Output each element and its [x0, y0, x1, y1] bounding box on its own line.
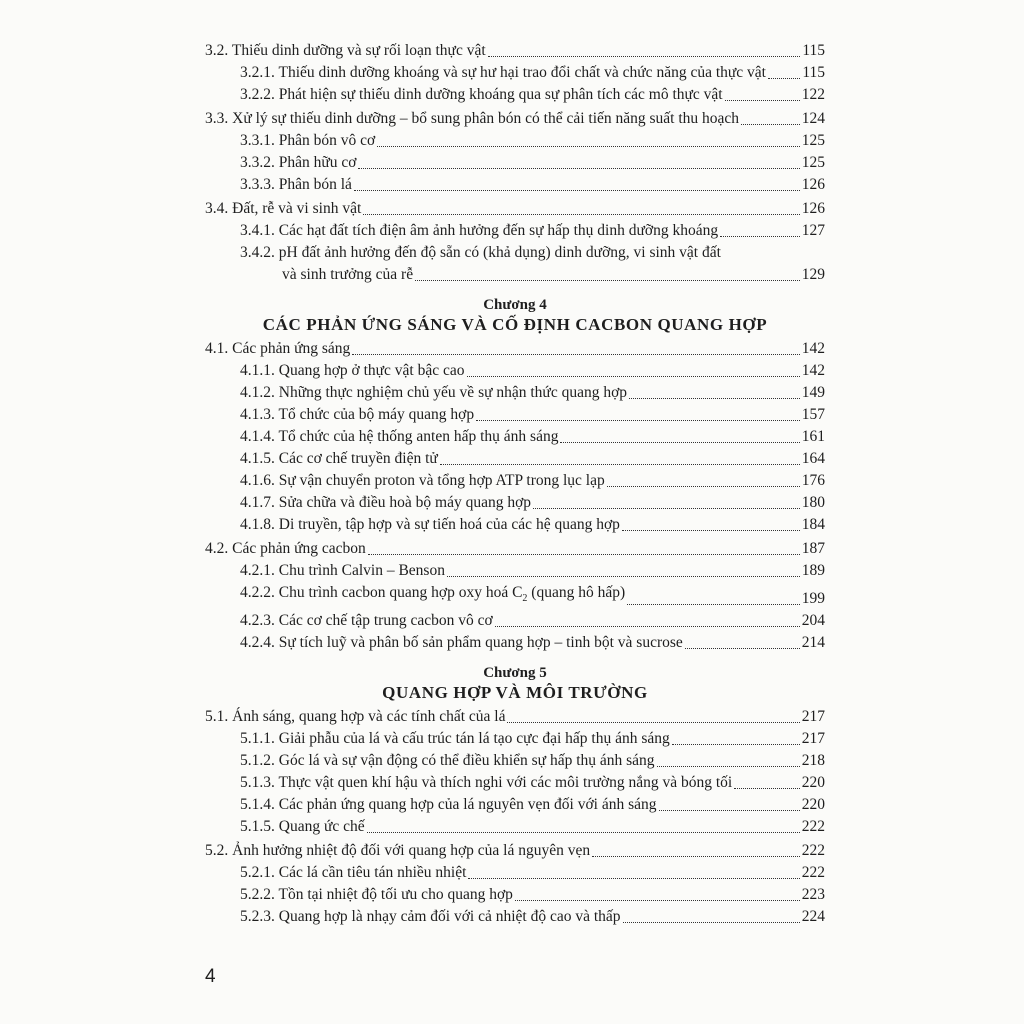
- toc-entry-text: 5.2. Ảnh hưởng nhiệt độ đối với quang hợp của lá nguyên vẹn: [205, 842, 591, 860]
- toc-entry-title: [240, 492, 531, 514]
- dot-leader: [672, 743, 800, 745]
- toc-entry-title: [240, 174, 352, 196]
- toc-entry-page: 126: [801, 200, 825, 217]
- toc-subsection-entry[interactable]: [205, 382, 825, 404]
- chapter-heading: [205, 664, 825, 704]
- toc-subsection-entry[interactable]: [205, 884, 825, 906]
- toc-entry-text: 4.2. Các phản ứng cacbon: [205, 540, 366, 557]
- chapter-number: Chương 4: [483, 297, 547, 313]
- toc-entry-text: 4.1.8. Di truyền, tập hợp và sự tiến hoá của các hệ quang hợp: [240, 516, 620, 533]
- toc-entry-text: 5.1.1. Giải phẫu của lá và cấu trúc tán lá tạo cực đại hấp thụ ánh sáng: [240, 730, 670, 748]
- toc-entry-page: 115: [802, 64, 825, 81]
- chapter-heading: [205, 296, 825, 336]
- toc-entry-title: [240, 816, 365, 838]
- toc-entry-text: 3.2.1. Thiếu dinh dưỡng khoáng và sự hư hại trao đổi chất và chức năng của thực vật: [240, 64, 766, 81]
- toc-entry-page: 217: [801, 708, 825, 726]
- toc-entry[interactable]: [205, 242, 825, 286]
- toc-entry-text: 5.2.1. Các lá cần tiêu tán nhiều nhiệt: [240, 864, 467, 882]
- dot-leader: [768, 77, 800, 79]
- toc-entry-text: 4.1.1. Quang hợp ở thực vật bậc cao: [240, 362, 465, 379]
- toc-entry-page: 157: [801, 406, 825, 423]
- dot-leader: [440, 463, 800, 465]
- toc-entry-page: 122: [801, 86, 825, 103]
- toc-entry-title: 3.4.2. pH đất ảnh hưởng đến độ sẵn có (khả dụng) dinh dưỡng, vi sinh vật đất: [240, 244, 721, 261]
- toc-subsection-entry[interactable]: [205, 62, 825, 84]
- toc-entry-title: [240, 514, 620, 536]
- dot-leader: [627, 603, 800, 605]
- dot-leader: [358, 167, 799, 169]
- toc-entry-page: 217: [801, 730, 825, 748]
- toc-section-entry[interactable]: [205, 198, 825, 220]
- toc-entry-page: 184: [801, 516, 825, 533]
- dot-leader: [495, 625, 800, 627]
- toc-entry-text: 5.1.5. Quang ức chế: [240, 818, 365, 836]
- toc-subsection-entry[interactable]: [205, 772, 825, 794]
- chapter-number: Chương 5: [483, 665, 547, 682]
- toc-entry-page: 220: [801, 796, 825, 814]
- toc-entry-text: 4.2.3. Các cơ chế tập trung cacbon vô cơ: [240, 612, 493, 630]
- toc-entry-page: 199: [801, 590, 825, 608]
- toc-entry-title: [205, 198, 361, 220]
- toc-entry-title: [205, 108, 739, 130]
- toc-entry-text: 5.1. Ánh sáng, quang hợp và các tính chất của lá: [205, 708, 506, 726]
- toc-entry-title: [240, 632, 683, 654]
- toc-entry-page: 142: [801, 340, 825, 357]
- toc-entry-page: 149: [801, 384, 825, 401]
- toc-subsection-entry[interactable]: [205, 906, 825, 928]
- toc-entry-text: 3.4.1. Các hạt đất tích điện âm ảnh hưởng đến sự hấp thụ dinh dưỡng khoáng: [240, 222, 719, 239]
- toc-entry-page: 223: [801, 886, 825, 904]
- toc-subsection-entry[interactable]: [205, 220, 825, 242]
- toc-subsection-entry[interactable]: [205, 560, 825, 582]
- toc-subsection-entry[interactable]: [205, 152, 825, 174]
- toc-entry-title: [240, 448, 438, 470]
- toc-entry-page: 218: [801, 752, 825, 770]
- toc-entry-page: 176: [801, 472, 825, 489]
- dot-leader: [467, 375, 800, 377]
- toc-entry-text: 5.2.3. Quang hợp là nhạy cảm đối với cả nhiệt độ cao và thấp: [240, 908, 621, 926]
- dot-leader: [367, 831, 800, 833]
- toc-entry-title: [240, 84, 723, 106]
- toc-entry-title-continued: và sinh trưởng của rễ: [282, 266, 414, 283]
- dot-leader: [415, 279, 800, 281]
- toc-entry-text: 3.3. Xử lý sự thiếu dinh dưỡng – bổ sung phân bón có thể cải tiến năng suất thu hoạch: [205, 110, 740, 127]
- toc-entry-title: [240, 794, 657, 816]
- toc-section-entry[interactable]: [205, 706, 825, 728]
- toc-entry-page: 125: [801, 132, 825, 149]
- toc-entry-page: 115: [802, 42, 825, 59]
- dot-leader: [741, 123, 800, 125]
- toc-entry-text: 4.1. Các phản ứng sáng: [205, 340, 351, 357]
- toc-subsection-entry[interactable]: [205, 84, 825, 106]
- toc-entry-page: 204: [801, 612, 825, 630]
- dot-leader: [368, 553, 800, 555]
- dot-leader: [515, 899, 800, 901]
- dot-leader: [377, 145, 800, 147]
- dot-leader: [623, 921, 800, 923]
- toc-section-entry[interactable]: [205, 840, 825, 862]
- toc-entry-page: 129: [801, 266, 825, 283]
- toc-entry-page: 125: [801, 154, 825, 171]
- toc-entry-title: [240, 360, 465, 382]
- toc-entry-text: 4.2.2. Chu trình cacbon quang hợp oxy hoá C: [240, 584, 523, 601]
- toc-entry-page: 127: [801, 222, 825, 239]
- dot-leader: [725, 99, 800, 101]
- table-of-contents: [205, 40, 825, 928]
- toc-subsection-entry[interactable]: [205, 816, 825, 838]
- subscript: 2: [522, 593, 528, 605]
- dot-leader: [447, 575, 800, 577]
- toc-entry-title: [240, 470, 605, 492]
- toc-entry-title: [205, 538, 366, 560]
- toc-entry-text: 3.2. Thiếu dinh dưỡng và sự rối loạn thực vật: [205, 42, 486, 59]
- toc-subsection-entry[interactable]: [205, 750, 825, 772]
- toc-entry-page: 189: [801, 562, 825, 579]
- page-number: 4: [205, 966, 216, 987]
- chapter-title: CÁC PHẢN ỨNG SÁNG VÀ CỐ ĐỊNH CACBON QUANG HỢP: [262, 315, 768, 334]
- toc-entry-title: [240, 772, 732, 794]
- toc-entry-page: 180: [801, 494, 825, 511]
- toc-subsection-entry[interactable]: [205, 492, 825, 514]
- toc-entry-title: [240, 382, 627, 404]
- dot-leader: [592, 855, 800, 857]
- toc-entry-title: [240, 404, 474, 426]
- toc-entry-text: 4.1.5. Các cơ chế truyền điện tử: [240, 450, 438, 467]
- toc-entry-text: 3.4. Đất, rễ và vi sinh vật: [205, 200, 362, 217]
- toc-subsection-entry[interactable]: [205, 130, 825, 152]
- dot-leader: [685, 647, 800, 649]
- toc-entry-title: [240, 728, 670, 750]
- toc-entry-page: 164: [801, 450, 825, 467]
- toc-entry-title: [240, 884, 513, 906]
- toc-entry-title: [240, 426, 558, 448]
- toc-subsection-entry[interactable]: [205, 582, 825, 610]
- dot-leader: [468, 877, 799, 879]
- toc-entry-page: 224: [801, 908, 825, 926]
- toc-entry-page: 222: [801, 818, 825, 836]
- dot-leader: [352, 353, 799, 355]
- toc-entry-page: 222: [801, 864, 825, 882]
- toc-entry-page: 214: [801, 634, 825, 652]
- dot-leader: [560, 441, 799, 443]
- toc-subsection-entry[interactable]: [205, 862, 825, 884]
- toc-subsection-entry[interactable]: [205, 470, 825, 492]
- toc-entry-page: 220: [801, 774, 825, 792]
- toc-subsection-entry[interactable]: [205, 448, 825, 470]
- toc-entry-title: [240, 220, 718, 242]
- toc-entry-text: 3.3.3. Phân bón lá: [240, 176, 352, 193]
- toc-entry-title: [240, 610, 493, 632]
- toc-subsection-entry[interactable]: [205, 794, 825, 816]
- toc-entry-title: [240, 906, 621, 928]
- toc-subsection-entry[interactable]: [205, 728, 825, 750]
- toc-subsection-entry[interactable]: [205, 174, 825, 196]
- dot-leader: [363, 213, 799, 215]
- dot-leader: [622, 529, 800, 531]
- toc-entry-title: [240, 62, 766, 84]
- toc-subsection-entry[interactable]: [205, 610, 825, 632]
- toc-entry-text: 5.2.2. Tồn tại nhiệt độ tối ưu cho quang hợp: [240, 886, 513, 904]
- toc-subsection-entry[interactable]: [205, 632, 825, 654]
- toc-entry-page: 187: [801, 540, 825, 557]
- dot-leader: [354, 189, 800, 191]
- toc-entry-page: 222: [801, 842, 825, 860]
- toc-entry-text: 4.1.2. Những thực nghiệm chủ yếu về sự nhận thức quang hợp: [240, 384, 628, 401]
- toc-entry-title: [240, 152, 356, 174]
- toc-entry-title: [205, 338, 350, 360]
- toc-entry-text: 3.3.2. Phân hữu cơ: [240, 154, 357, 171]
- toc-entry-page: 124: [801, 110, 825, 127]
- toc-section-entry[interactable]: [205, 538, 825, 560]
- toc-entry-text: 4.2.1. Chu trình Calvin – Benson: [240, 562, 445, 579]
- toc-entry-title: [240, 582, 625, 610]
- toc-entry-title: [240, 862, 466, 884]
- dot-leader: [507, 721, 799, 723]
- toc-entry-title: [205, 706, 505, 728]
- toc-entry-text: 3.3.1. Phân bón vô cơ: [240, 132, 376, 149]
- toc-entry-text: 4.1.4. Tổ chức của hệ thống anten hấp thụ ánh sáng: [240, 428, 559, 445]
- dot-leader: [659, 809, 800, 811]
- dot-leader: [720, 235, 800, 237]
- toc-entry-text: 5.1.4. Các phản ứng quang hợp của lá nguyên vẹn đối với ánh sáng: [240, 796, 657, 814]
- toc-entry-text: 4.1.3. Tổ chức của bộ máy quang hợp: [240, 406, 475, 423]
- chapter-title: QUANG HỢP VÀ MÔI TRƯỜNG: [382, 683, 648, 703]
- toc-entry-title: [240, 130, 375, 152]
- toc-entry-title: [240, 560, 445, 582]
- toc-entry-text: 4.1.6. Sự vận chuyển proton và tổng hợp ATP trong lục lạp: [240, 472, 605, 489]
- toc-entry-title: [205, 40, 486, 62]
- dot-leader: [657, 765, 800, 767]
- dot-leader: [476, 419, 800, 421]
- toc-entry-title: [205, 840, 590, 862]
- toc-entry-text: 4.1.7. Sửa chữa và điều hoà bộ máy quang hợp: [240, 494, 532, 511]
- toc-section-entry[interactable]: [205, 40, 825, 62]
- toc-entry-page: 126: [801, 176, 825, 193]
- dot-leader: [488, 55, 801, 57]
- toc-subsection-entry[interactable]: [205, 426, 825, 448]
- toc-section-entry[interactable]: [205, 108, 825, 130]
- toc-entry-page: 161: [801, 428, 825, 445]
- toc-entry-text: 4.2.4. Sự tích luỹ và phân bố sản phẩm quang hợp – tinh bột và sucrose: [240, 634, 683, 652]
- toc-subsection-entry[interactable]: [205, 360, 825, 382]
- toc-section-entry[interactable]: [205, 338, 825, 360]
- toc-entry-text: 5.1.3. Thực vật quen khí hậu và thích nghi với các môi trường nắng và bóng tối: [240, 774, 733, 792]
- toc-subsection-entry[interactable]: [205, 514, 825, 536]
- dot-leader: [734, 787, 800, 789]
- toc-entry-text: 5.1.2. Góc lá và sự vận động có thể điều khiển sự hấp thụ ánh sáng: [240, 752, 655, 770]
- toc-entry-text-tail: (quang hô hấp): [527, 584, 626, 601]
- toc-subsection-entry[interactable]: [205, 404, 825, 426]
- toc-entry-text: 3.2.2. Phát hiện sự thiếu dinh dưỡng khoáng qua sự phân tích các mô thực vật: [240, 86, 723, 103]
- toc-entry-title: [240, 750, 655, 772]
- dot-leader: [533, 507, 800, 509]
- toc-entry-page: 142: [801, 362, 825, 379]
- dot-leader: [607, 485, 800, 487]
- dot-leader: [629, 397, 800, 399]
